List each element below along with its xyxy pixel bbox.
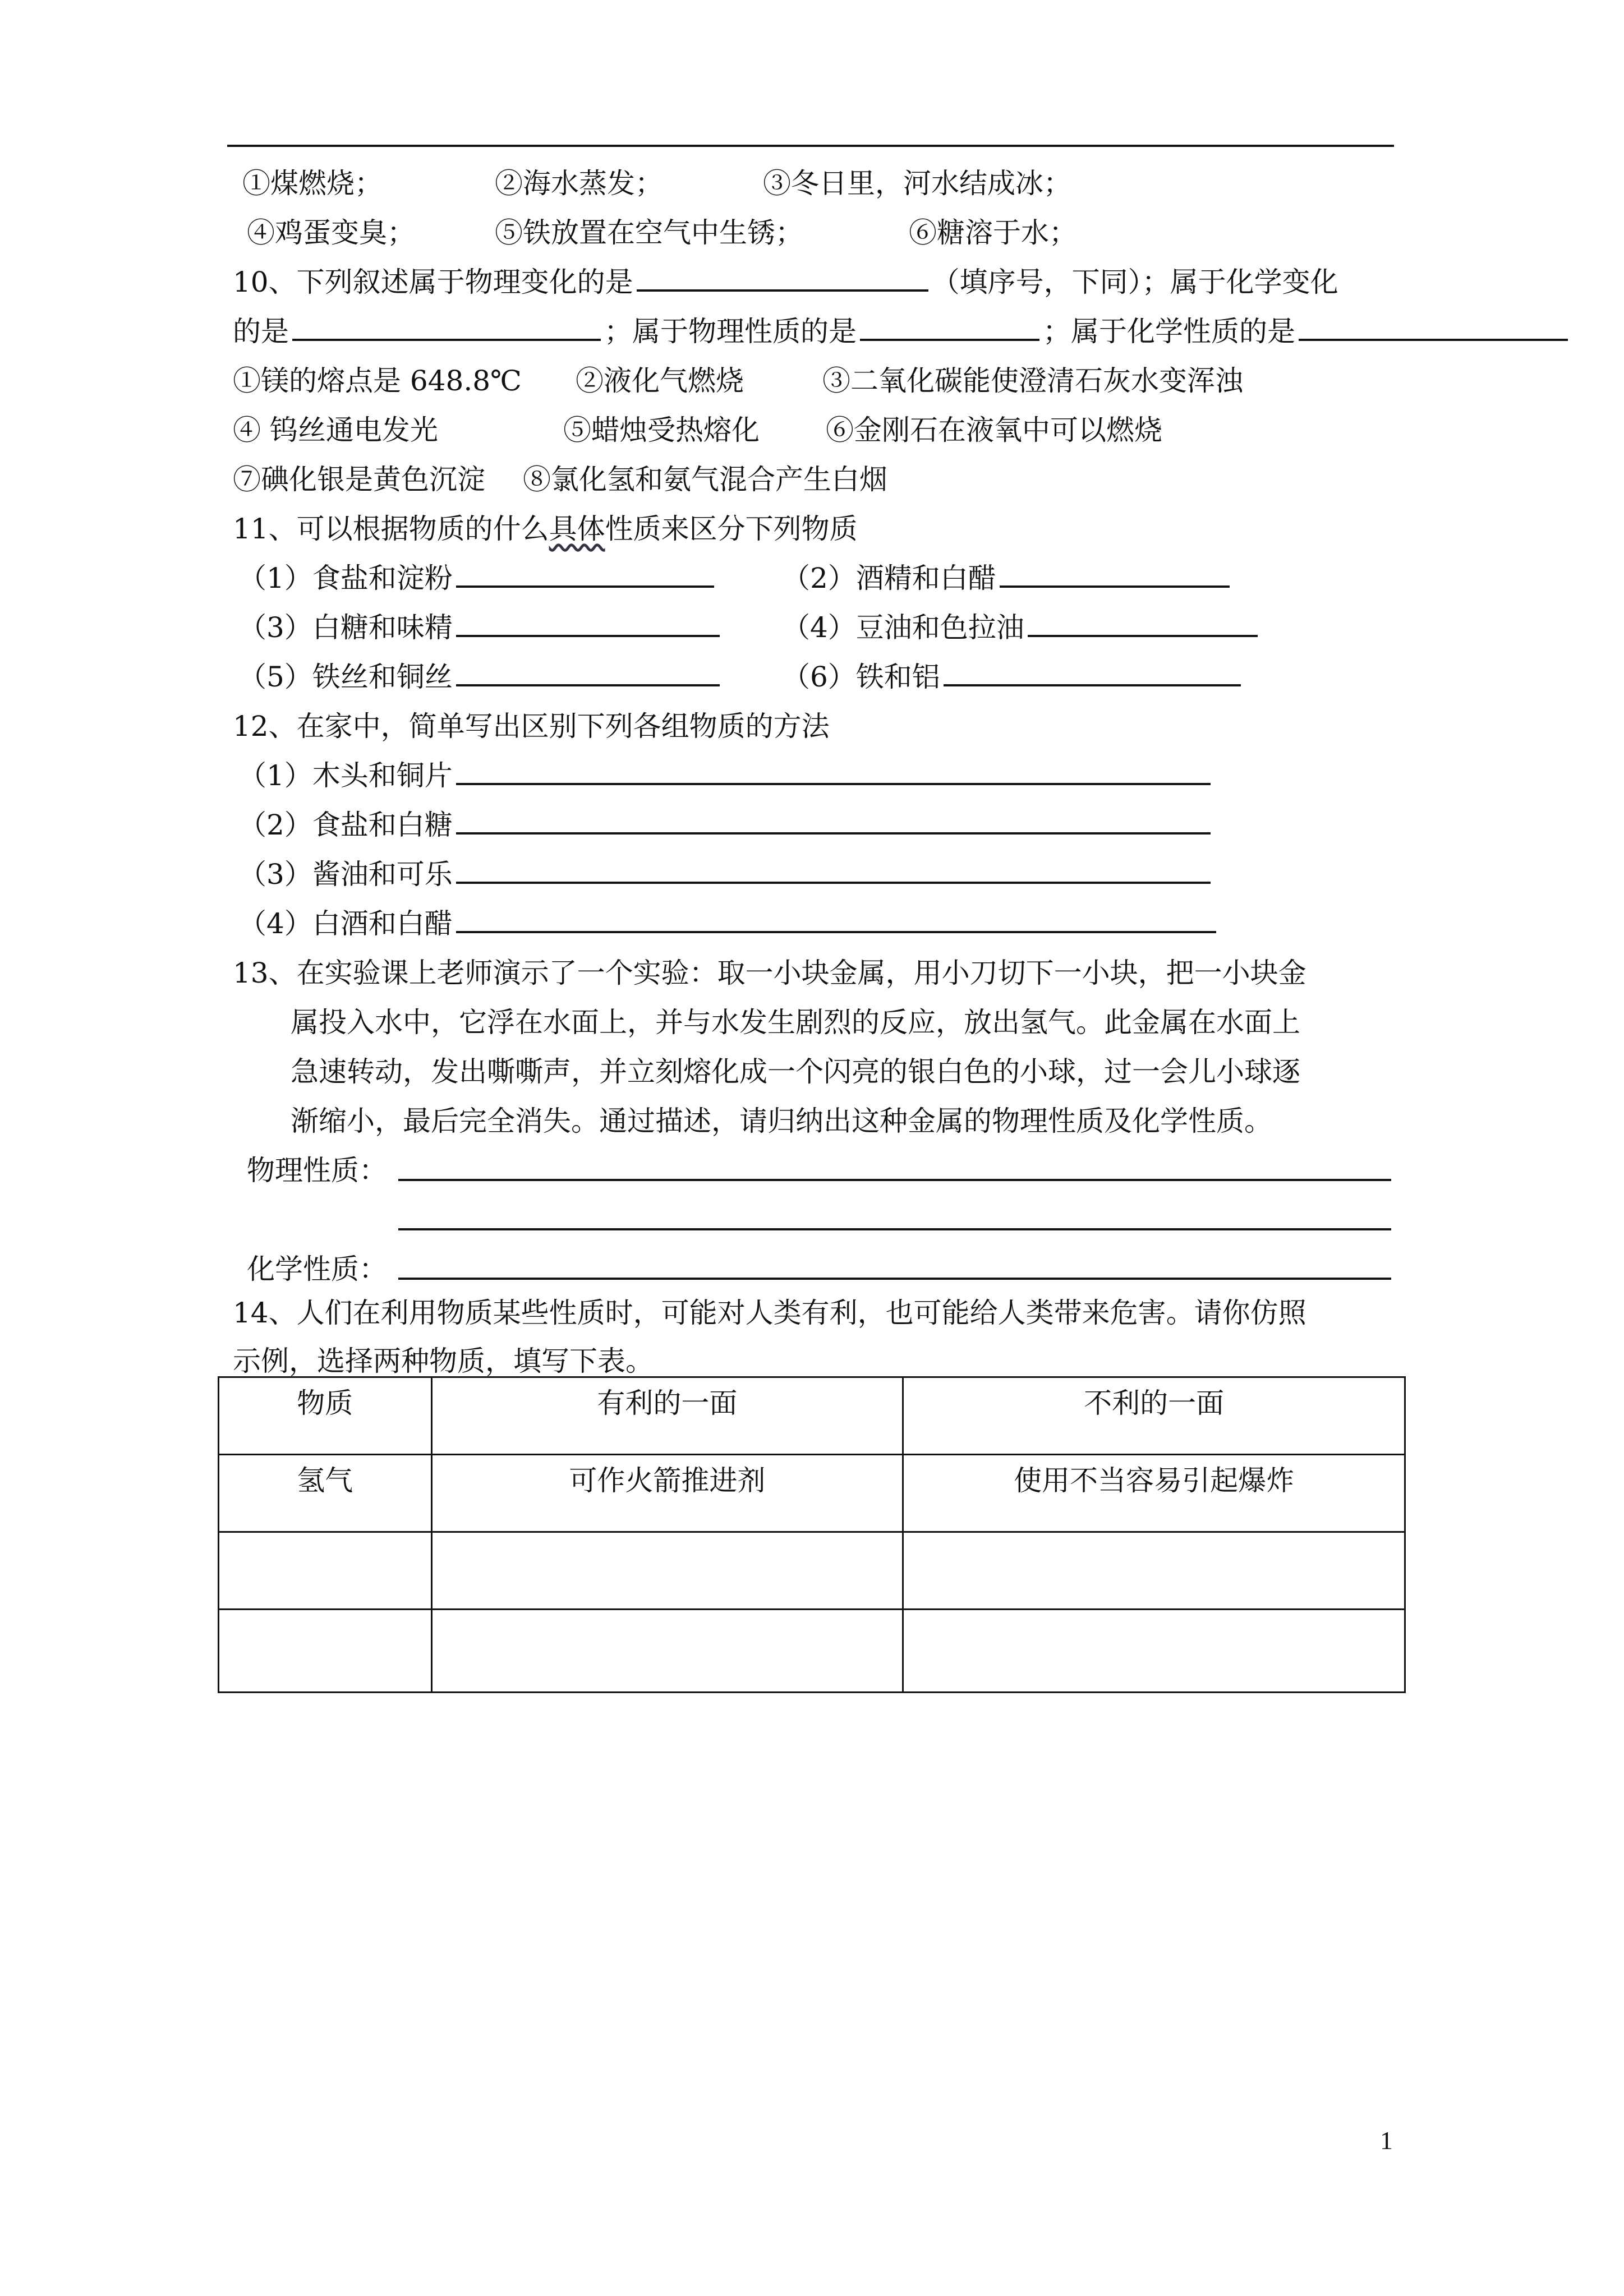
q12-item-2 (238, 808, 1214, 842)
answer-cell[interactable] (219, 1610, 432, 1693)
header-substance: 物质 (219, 1377, 432, 1455)
q11-item-2-blank[interactable] (1000, 561, 1230, 588)
q14-line-1: 14、人们在利用物质某些性质时，可能对人类有利，也可能给人类带来危害。请你仿照 (233, 1297, 1306, 1329)
q11-item-1 (238, 561, 717, 596)
q11-item-4-label: （4）豆油和色拉油 (782, 611, 1024, 644)
q10-stem-e: ；属于化学性质的是 (1043, 315, 1295, 348)
q10-physical-change-blank[interactable] (637, 265, 928, 292)
q9-option-6: ⑥糖溶于水； (909, 216, 1077, 249)
q11-item-5-label: （5）铁丝和铜丝 (238, 661, 453, 693)
q9-option-5: ⑤铁放置在空气中生锈； (495, 216, 803, 249)
q12-item-3-blank[interactable] (456, 857, 1211, 884)
q11-item-6-label: （6）铁和铝 (782, 661, 940, 693)
page-number: 1 (1380, 2126, 1393, 2155)
q9-option-1: ①煤燃烧； (242, 167, 383, 200)
q11-item-4 (782, 610, 1261, 645)
q10-stem-b: （填序号，下同）；属于化学变化 (931, 266, 1338, 298)
q10-item-1: ①镁的熔点是 648.8℃ (233, 365, 522, 397)
q9-option-3: ③冬日里，河水结成冰； (763, 167, 1071, 200)
q10-chemical-change-blank[interactable] (292, 314, 601, 341)
q10-item-5: ⑤蜡烛受热熔化 (563, 414, 760, 446)
q13-line-2: 属投入水中，它浮在水面上，并与水发生剧烈的反应，放出氢气。此金属在水面上 (291, 1006, 1300, 1039)
q13-line-4: 渐缩小，最后完全消失。通过描述，请归纳出这种金属的物理性质及化学性质。 (291, 1105, 1272, 1137)
header-disadvantage: 不利的一面 (903, 1377, 1405, 1455)
q10-item-3: ③二氧化碳能使澄清石灰水变浑浊 (822, 365, 1243, 397)
q12-item-2-blank[interactable] (456, 808, 1211, 835)
q10-item-6: ⑥金刚石在液氧中可以燃烧 (826, 414, 1162, 446)
q11-item-3-blank[interactable] (456, 610, 720, 637)
q11-item-5 (238, 660, 723, 694)
q10-chemical-property-blank[interactable] (1299, 314, 1568, 341)
q12-item-1-label: （1）木头和铜片 (238, 759, 453, 792)
table-row (219, 1532, 1405, 1610)
q14-table (218, 1376, 1406, 1693)
q12-stem: 12、在家中，简单写出区别下列各组物质的方法 (233, 710, 830, 743)
q11-item-1-blank[interactable] (456, 561, 714, 588)
q11-item-2 (782, 561, 1233, 596)
q12-item-4-label: （4）白酒和白醋 (238, 907, 453, 940)
q10-physical-property-blank[interactable] (860, 314, 1039, 341)
q12-item-2-label: （2）食盐和白糖 (238, 809, 453, 841)
q13-line-1: 13、在实验课上老师演示了一个实验：取一小块金属，用小刀切下一小块，把一小块金 (233, 957, 1306, 989)
q14-line-2: 示例，选择两种物质，填写下表。 (233, 1345, 654, 1377)
q11-stem (233, 511, 858, 546)
q9-option-4: ④鸡蛋变臭； (247, 216, 415, 249)
table-row (219, 1455, 1405, 1532)
q11-item-6-blank[interactable] (944, 660, 1241, 686)
q11-item-2-label: （2）酒精和白醋 (782, 562, 996, 594)
q11-item-6 (782, 660, 1244, 694)
q10-stem-c: 的是 (233, 315, 289, 348)
q12-item-1 (238, 758, 1214, 793)
answer-cell[interactable] (431, 1610, 903, 1693)
table-header-row (219, 1377, 1405, 1455)
table-row (219, 1610, 1405, 1693)
q11-item-3 (238, 610, 723, 645)
answer-cell[interactable] (903, 1610, 1405, 1693)
q12-item-4-blank[interactable] (456, 906, 1216, 933)
answer-cell[interactable] (219, 1532, 432, 1610)
q10-stem-d: ；属于物理性质的是 (604, 315, 857, 348)
q10-item-4: ④ 钨丝通电发光 (233, 414, 438, 446)
answer-cell[interactable] (903, 1532, 1405, 1610)
q13-chemical-answer-line[interactable] (398, 1278, 1391, 1280)
example-disadvantage: 使用不当容易引起爆炸 (903, 1455, 1405, 1532)
q10-stem-a: 10、下列叙述属于物理变化的是 (233, 266, 633, 298)
q11-stem-a: 11、可以根据物质的什么 (233, 513, 549, 545)
q9-option-2: ②海水蒸发； (495, 167, 663, 200)
q13-physical-label: 物理性质： (247, 1154, 387, 1187)
q10-item-7: ⑦碘化银是黄色沉淀 (233, 463, 485, 496)
q12-item-3 (238, 857, 1214, 892)
q11-item-5-blank[interactable] (456, 660, 720, 686)
example-advantage: 可作火箭推进剂 (431, 1455, 903, 1532)
q10-line-2 (233, 314, 1571, 349)
q11-stem-c: 性质来区分下列物质 (605, 513, 858, 545)
example-substance: 氢气 (219, 1455, 432, 1532)
q13-chemical-label: 化学性质： (247, 1253, 387, 1285)
q10-line-1 (233, 265, 1338, 299)
q11-stem-emphasis: 具体 (549, 513, 605, 545)
q10-item-2: ②液化气燃烧 (576, 365, 744, 397)
q13-physical-answer-line-2[interactable] (398, 1228, 1391, 1230)
header-advantage: 有利的一面 (431, 1377, 903, 1455)
q12-item-4 (238, 906, 1220, 941)
q10-item-8: ⑧氯化氢和氨气混合产生白烟 (523, 463, 887, 496)
q12-item-1-blank[interactable] (456, 758, 1211, 785)
q11-item-3-label: （3）白糖和味精 (238, 611, 453, 644)
q13-line-3: 急速转动，发出嘶嘶声，并立刻熔化成一个闪亮的银白色的小球，过一会儿小球逐 (291, 1055, 1300, 1088)
q11-item-4-blank[interactable] (1028, 610, 1258, 637)
answer-cell[interactable] (431, 1532, 903, 1610)
q12-item-3-label: （3）酱油和可乐 (238, 858, 453, 891)
q13-physical-answer-line-1[interactable] (398, 1179, 1391, 1181)
q11-item-1-label: （1）食盐和淀粉 (238, 562, 453, 594)
top-rule (227, 145, 1394, 147)
